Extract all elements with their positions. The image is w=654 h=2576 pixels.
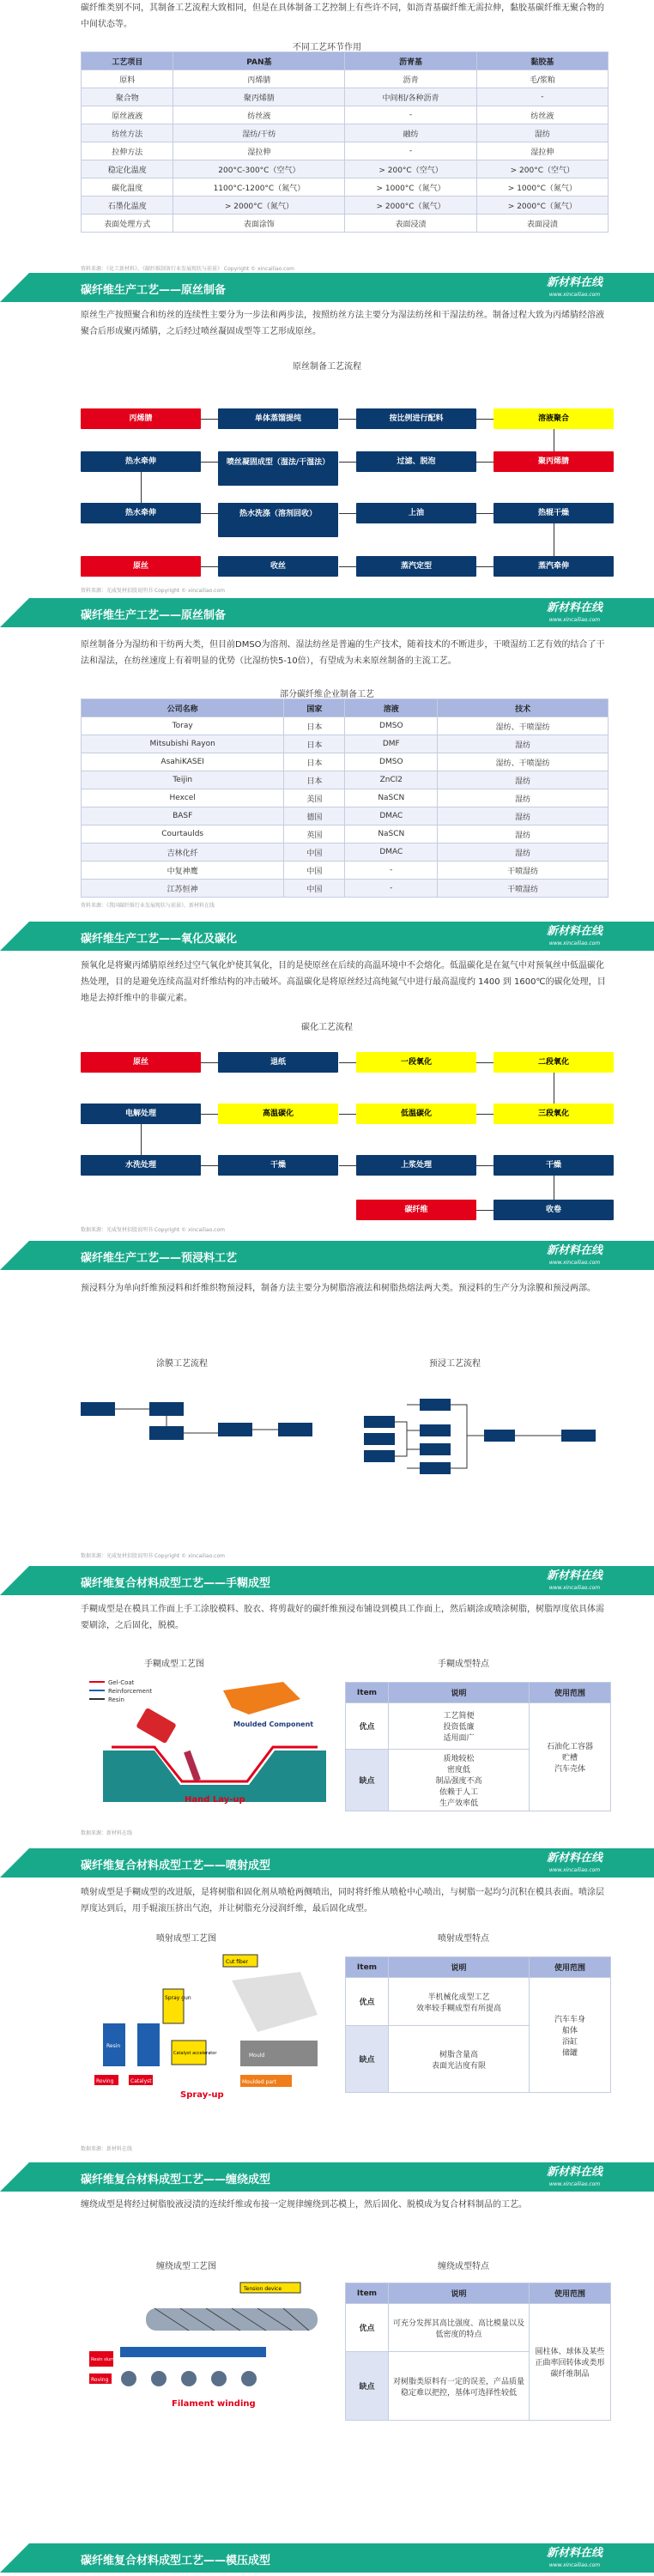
table-cell: 表面处理方式 [82, 215, 173, 233]
section-source: 数据来源：新材料在线 [81, 2146, 133, 2152]
table-cell: 原丝液液 [82, 106, 173, 124]
company-table [81, 698, 609, 898]
table-row [82, 862, 609, 880]
table-row [82, 807, 609, 825]
table-cell: 美国 [284, 789, 345, 807]
table-cell: 湿纺 [476, 124, 608, 142]
table-cell: 德国 [284, 807, 345, 825]
svg-text:Resin: Resin [106, 2043, 121, 2049]
table-cell: 丙烯腈 [173, 70, 345, 88]
label-winding: Filament winding [172, 2399, 256, 2409]
flow-step: 热水牵伸 [81, 451, 201, 472]
flow-step: 热水洗涤（溶剂回收） [218, 503, 338, 537]
label-handlayup: Hand Lay-up [185, 1795, 245, 1805]
table-cell: > 2000°C（氮气） [476, 197, 608, 215]
intro-text: 碳纤维类别不同，其制备工艺流程大致相同，但是在具体制备工艺控制上有些许不同，如沥青基碳纤维无需拉伸，黏胶基碳纤维无聚合物的中间状态等。 [81, 3, 604, 29]
label-moulded: Moulded Component [233, 1720, 314, 1728]
flow-step: 收卷 [494, 1200, 614, 1220]
table-cell: 湿拉伸 [173, 142, 345, 160]
table-cell: AsahiKASEI [82, 753, 284, 771]
label-sprayup: Spray-up [180, 2090, 224, 2100]
table-row [82, 215, 609, 233]
table-cell: Teijin [82, 771, 284, 789]
table-cell: > 200°C（空气） [345, 160, 476, 178]
table-row [82, 789, 609, 807]
section-text: 原丝生产按照聚合和纺丝的连续性主要分为一步法和两步法，按照纺丝方法主要分为湿法纺丝和干湿法纺丝。制备过程大致为丙烯腈经溶液聚合后形成聚丙烯腈，之后经过喷丝凝固成型等工艺形成原丝。 [81, 311, 604, 336]
table-cell: 干喷湿纺 [438, 862, 609, 880]
flow-step: 干燥 [218, 1155, 338, 1176]
table-cell: Courtaulds [82, 825, 284, 844]
coating-caption: 涂膜工艺流程 [156, 1359, 208, 1369]
flow-step: 水洗处理 [81, 1155, 201, 1176]
table-row [82, 197, 609, 215]
dis-text: 质地较松 密度低 制品强度不高 依赖于人工 生产效率低 [389, 1750, 530, 1811]
table-cell: 表面浸渍 [476, 215, 608, 233]
brand-logo: 新材料在线 www.xincailiao.com [546, 925, 603, 946]
table-cell: 日本 [284, 771, 345, 789]
flow-step: 上油 [356, 503, 476, 523]
section-source: 数据来源：光威复材招股说明书 Copyright © xincailiao.com [81, 1227, 226, 1233]
table-header-cell: 技术 [438, 699, 609, 717]
prepreg-diagram [81, 1382, 613, 1485]
table-cell: 聚合物 [82, 88, 173, 106]
table-cell: 稳定化温度 [82, 160, 173, 178]
table-cell: 湿纺 [438, 735, 609, 753]
brand-logo: 新材料在线 www.xincailiao.com [546, 1852, 603, 1873]
legend-resin: Resin [108, 1696, 124, 1703]
table-row [82, 70, 609, 88]
table-row [82, 825, 609, 844]
table-cell: 湿纺/干纺 [173, 124, 345, 142]
table-header-cell: PAN基 [173, 52, 345, 70]
table-cell: DMAC [345, 807, 438, 825]
winding-illustration [86, 2274, 335, 2411]
flow-step: 热辊干燥 [494, 503, 614, 523]
table-cell: DMSO [345, 717, 438, 735]
svg-text:Tension device: Tension device [244, 2286, 282, 2292]
flow-step: 三段氧化 [494, 1104, 614, 1124]
flow-step: 碳纤维 [356, 1200, 476, 1220]
table-cell: 聚丙烯腈 [173, 88, 345, 106]
table-cell: 日本 [284, 735, 345, 753]
table-cell: > 1000°C（氮气） [476, 178, 608, 197]
table-cell: 纺丝液 [476, 106, 608, 124]
section-header: 碳纤维复合材料成型工艺——喷射成型 新材料在线 www.xincailiao.com [0, 1848, 654, 1878]
table-header-cell: 沥青基 [345, 52, 476, 70]
svg-text:Spray gun: Spray gun [165, 1995, 191, 2001]
brand-logo: 新材料在线 www.xincailiao.com [546, 2166, 603, 2187]
table-cell: 碳化温度 [82, 178, 173, 197]
table-cell: - [476, 88, 608, 106]
table-cell: DMAC [345, 844, 438, 862]
table1-source: 资料来源：《化工新材料》，《碳纤维制备行业发展现状与前景》 Copyright © xincailiao.com [81, 266, 295, 272]
section-header: 碳纤维生产工艺——原丝制备 新材料在线 www.xincailiao.com [0, 273, 654, 302]
handlayup-caption: 手糊成型工艺图 [144, 1660, 204, 1669]
section-source: 数据来源：新材料在线 [81, 1830, 133, 1836]
table-cell: 湿纺、干喷湿纺 [438, 717, 609, 735]
flow-step: 退纸 [218, 1052, 338, 1073]
table-header-cell: 黏胶基 [476, 52, 608, 70]
table-row [82, 844, 609, 862]
table-header-cell: 国家 [284, 699, 345, 717]
section-text: 喷射成型是手糊成型的改进版，是将树脂和固化剂从喷枪两侧喷出，同时将纤维从喷枪中心喷出，与树脂一起均匀沉积在模具表面。喷涂层厚度达到后，用手辊滚压挤出气泡，并让树脂充分浸润纤维，最后固化成型。 [81, 1888, 604, 1914]
table-cell: 中国 [284, 844, 345, 862]
section-text: 原丝制备分为湿纺和干纺两大类，但目前DMSO为溶剂、湿法纺丝是普遍的生产技术，随着技术的不断进步，干喷湿纺工艺有效的结合了干法和湿法，在纺丝速度上有着明显的优势（比湿纺快5-10倍），有望成为未来原丝制备的主流工艺。 [81, 640, 605, 666]
table-cell: DMSO [345, 753, 438, 771]
section-header: 碳纤维复合材料成型工艺——模压成型 新材料在线 www.xincailiao.com [0, 2543, 654, 2573]
flow-step: 蒸汽牵伸 [494, 556, 614, 577]
flow-step: 原丝 [81, 1052, 201, 1073]
handlayup-feature-caption: 手糊成型特点 [438, 1660, 489, 1669]
table-cell: 湿纺 [438, 825, 609, 844]
flow-step: 聚丙烯腈 [494, 451, 614, 472]
section-text: 缠绕成型是将经过树脂胶液浸渍的连续纤维或布接一定规律缠绕到芯模上，然后固化、脱模成为复合材料制品的工艺。 [81, 2200, 527, 2210]
table-header-cell: 溶液 [345, 699, 438, 717]
svg-text:Mould: Mould [249, 2053, 265, 2059]
table-cell: 吉林化纤 [82, 844, 284, 862]
table-cell: 原料 [82, 70, 173, 88]
legend-reinforcement: Reinforcement [108, 1688, 153, 1695]
section-header: 碳纤维生产工艺——预浸料工艺 新材料在线 www.xincailiao.com [0, 1241, 654, 1270]
flow-step: 热水牵伸 [81, 503, 201, 523]
table-cell: 融纺 [345, 124, 476, 142]
table-cell: 英国 [284, 825, 345, 844]
brand-logo: 新材料在线 www.xincailiao.com [546, 1569, 603, 1591]
table-cell: 湿纺 [438, 844, 609, 862]
flow-step: 过滤、脱泡 [356, 451, 476, 472]
table-cell: 表面浸渍 [345, 215, 476, 233]
table-cell: 日本 [284, 717, 345, 735]
table-cell: ZnCl2 [345, 771, 438, 789]
flow-caption: 碳化工艺流程 [301, 1023, 353, 1032]
flow-step: 蒸汽定型 [356, 556, 476, 577]
flow-step: 二段氧化 [494, 1052, 614, 1073]
sprayup-feature-table: Item 说明 使用范围 优点 半机械化成型工艺 效率较手糊成型有所提高 汽车车身 船体 浴缸 储罐 缺点 树脂含量高 表面光洁度有限 [345, 1956, 611, 2093]
table-cell: - [345, 142, 476, 160]
table-cell: 湿纺、干喷湿纺 [438, 753, 609, 771]
table-cell: 湿拉伸 [476, 142, 608, 160]
table-cell: NaSCN [345, 825, 438, 844]
section-text: 手糊成型是在模具工作面上手工涂胶模料、胶衣、将剪裁好的碳纤维预浸布铺设到模具工作面上，然后刷涂或喷涂树脂，树脂厚度依具体需要刷涂，之后固化，脱模。 [81, 1605, 604, 1630]
adv-text: 可充分发挥其高比强度、高比模量以及低密度的特点 [389, 2304, 530, 2352]
table-cell: 表面涂饰 [173, 215, 345, 233]
table-cell: Mitsubishi Rayon [82, 735, 284, 753]
table-cell: 湿纺 [438, 807, 609, 825]
table-cell: 沥青 [345, 70, 476, 88]
section-header: 碳纤维复合材料成型工艺——手糊成型 新材料在线 www.xincailiao.com [0, 1566, 654, 1595]
section-text: 预氧化是将聚丙烯腈原丝经过空气氧化炉使其氧化，目的是使原丝在后续的高温环境中不会熔化。低温碳化是在氮气中对预氧丝中低温碳化热处理，目的是避免连续高温对纤维结构的冲击破坏。高温碳化是将原丝经过高纯氮气中进行最高温度约 1400 到 1600℃的碳化处理，目地是去掉纤维中的非碳元素。 [81, 961, 606, 1003]
flow-step: 电解处理 [81, 1104, 201, 1124]
flow-step: 干燥 [494, 1155, 614, 1176]
svg-text:Catalyst accelerator: Catalyst accelerator [173, 2051, 217, 2056]
brand-logo: 新材料在线 www.xincailiao.com [546, 276, 603, 298]
table-cell: Hexcel [82, 789, 284, 807]
svg-text:Roving: Roving [96, 2078, 114, 2084]
table-cell: DMF [345, 735, 438, 753]
table-cell: 拉伸方法 [82, 142, 173, 160]
brand-logo: 新材料在线 www.xincailiao.com [546, 2547, 603, 2568]
svg-text:Resin slurry: Resin slurry [91, 2357, 117, 2362]
table-cell: 1100°C-1200°C（氮气） [173, 178, 345, 197]
flow-step: 收丝 [218, 556, 338, 577]
svg-text:Roving: Roving [91, 2377, 109, 2383]
svg-text:Cut fiber: Cut fiber [226, 1959, 248, 1965]
section-text: 预浸料分为单向纤维预浸料和纤维织物预浸料，制备方法主要分为树脂溶液法和树脂热熔法两大类。预浸料的生产分为涂膜和预浸两部。 [81, 1284, 596, 1293]
sprayup-caption: 喷射成型工艺图 [156, 1934, 216, 1944]
section-header: 碳纤维复合材料成型工艺——缠绕成型 新材料在线 www.xincailiao.com [0, 2162, 654, 2192]
flow-step: 单体蒸馏提纯 [218, 408, 338, 429]
use-range: 石油化工容器 贮槽 汽车壳体 [530, 1703, 611, 1811]
table-row [82, 735, 609, 753]
table-cell: 中国 [284, 862, 345, 880]
table-row [82, 106, 609, 124]
table-cell: BASF [82, 807, 284, 825]
flow-caption: 原丝制备工艺流程 [293, 362, 361, 372]
table-cell: 干喷湿纺 [438, 880, 609, 898]
winding-feature-caption: 缠绕成型特点 [438, 2262, 489, 2271]
brand-logo: 新材料在线 www.xincailiao.com [546, 1244, 603, 1266]
flow-step: 高温碳化 [218, 1104, 338, 1124]
table-row [82, 771, 609, 789]
table-cell: 中间相/各种沥青 [345, 88, 476, 106]
table-cell: 石墨化温度 [82, 197, 173, 215]
table-cell: 纺丝方法 [82, 124, 173, 142]
section-header: 碳纤维生产工艺——氧化及碳化 新材料在线 www.xincailiao.com [0, 922, 654, 951]
flow-step: 一段氧化 [356, 1052, 476, 1073]
table-cell: 湿纺 [438, 789, 609, 807]
table-row [82, 178, 609, 197]
svg-text:Moulded part: Moulded part [242, 2079, 276, 2085]
svg-text:Catalyst: Catalyst [130, 2078, 152, 2084]
handlayup-feature-table: Item 说明 使用范围 优点 工艺简便 投资低廉 适用面广 石油化工容器 贮槽 汽车壳体 缺点 质地较松 密度低 制品强度不高 依赖于人工 生产效率低 [345, 1682, 611, 1811]
table-cell: - [345, 880, 438, 898]
table-row [82, 753, 609, 771]
flow-step: 原丝 [81, 556, 201, 577]
adv-text: 半机械化成型工艺 效率较手糊成型有所提高 [389, 1978, 530, 2026]
sprayup-illustration [86, 1946, 335, 2101]
dis-text: 对树脂类原料有一定的误差，产品质量稳定难以把控，基体可选择性较低 [389, 2352, 530, 2421]
table-cell: > 2000°C（氮气） [173, 197, 345, 215]
table-cell: 200°C-300°C（空气） [173, 160, 345, 178]
flow-step: 丙烯腈 [81, 408, 201, 429]
table-row [82, 160, 609, 178]
table-cell: 中国 [284, 880, 345, 898]
flow-step: 溶液聚合 [494, 408, 614, 429]
table-row [82, 880, 609, 898]
table-cell: 江苏恒神 [82, 880, 284, 898]
table-cell: - [345, 106, 476, 124]
handlayup-illustration [86, 1673, 335, 1806]
flow-step: 上浆处理 [356, 1155, 476, 1176]
sprayup-feature-caption: 喷射成型特点 [438, 1934, 489, 1944]
table-row [82, 88, 609, 106]
table1-caption: 不同工艺环节作用 [293, 43, 361, 52]
dis-text: 树脂含量高 表面光洁度有限 [389, 2026, 530, 2093]
table-cell: 日本 [284, 753, 345, 771]
table-cell: - [345, 862, 438, 880]
winding-feature-table: Item 说明 使用范围 优点 可充分发挥其高比强度、高比模量以及低密度的特点 圆柱体、球体及某些正曲率回转体或类形碳纤维制品 缺点 对树脂类原料有一定的误差，产品质量稳定难以把控，基体可选择性较低 [345, 2283, 611, 2421]
table-row [82, 717, 609, 735]
table-row [82, 142, 609, 160]
legend-gelcoat: Gel-Coat [108, 1679, 135, 1686]
table-caption: 部分碳纤维企业制备工艺 [280, 690, 374, 699]
table-header-cell: 公司名称 [82, 699, 284, 717]
table-cell: > 1000°C（氮气） [345, 178, 476, 197]
table-cell: 纺丝液 [173, 106, 345, 124]
table-cell: Toray [82, 717, 284, 735]
table-cell: > 2000°C（氮气） [345, 197, 476, 215]
use-range: 圆柱体、球体及某些正曲率回转体或类形碳纤维制品 [530, 2304, 611, 2421]
brand-logo: 新材料在线 www.xincailiao.com [546, 602, 603, 623]
prepreg-caption: 预浸工艺流程 [429, 1359, 481, 1369]
table-cell: 中复神鹰 [82, 862, 284, 880]
table-cell: > 200°C（空气） [476, 160, 608, 178]
table-header-cell: 工艺项目 [82, 52, 173, 70]
section-header: 碳纤维生产工艺——原丝制备 新材料在线 www.xincailiao.com [0, 598, 654, 627]
flow-step: 按比例进行配料 [356, 408, 476, 429]
use-range: 汽车车身 船体 浴缸 储罐 [530, 1978, 611, 2093]
table-cell: NaSCN [345, 789, 438, 807]
table-cell: 毛/浆粕 [476, 70, 608, 88]
process-table [81, 51, 609, 233]
section-source: 数据来源：光威复材招股说明书 Copyright © xincailiao.com [81, 1553, 226, 1559]
flow-step: 喷丝凝固成型（湿法/干湿法） [218, 451, 338, 486]
section-source: 资料来源：光威复材招股说明书 Copyright © xincailiao.com [81, 588, 226, 594]
flow-step: 低温碳化 [356, 1104, 476, 1124]
section-source: 资料来源：《我国碳纤维行业发展现状与前景》，新材料在线 [81, 903, 215, 909]
table-cell: 湿纺 [438, 771, 609, 789]
adv-text: 工艺简便 投资低廉 适用面广 [389, 1703, 530, 1750]
winding-caption: 缠绕成型工艺图 [156, 2262, 216, 2271]
table-row [82, 124, 609, 142]
